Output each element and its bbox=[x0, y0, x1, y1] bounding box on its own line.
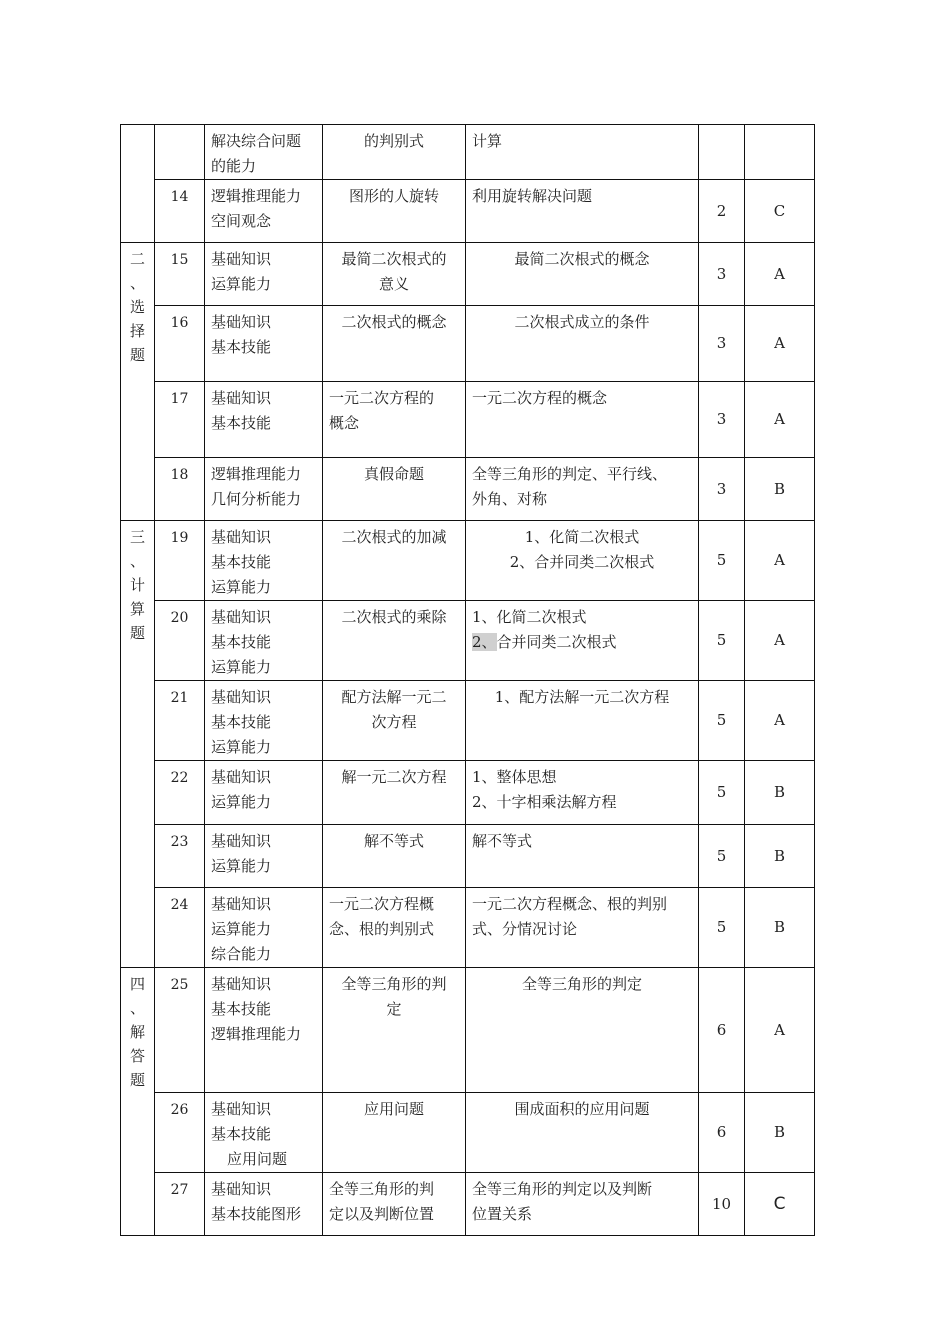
table-row bbox=[121, 125, 815, 180]
knowledge-point-cell: 一元二次方程的 概念 bbox=[323, 382, 466, 458]
level-cell: A bbox=[745, 968, 815, 1093]
score-cell: 6 bbox=[699, 968, 745, 1093]
knowledge-point-cell: 二次根式的乘除 bbox=[323, 601, 466, 681]
score-cell: 6 bbox=[699, 1093, 745, 1173]
knowledge-point-cell: 全等三角形的判 定 bbox=[323, 968, 466, 1093]
question-number: 19 bbox=[155, 521, 205, 601]
ability-cell: 基础知识 基本技能 逻辑推理能力 bbox=[205, 968, 323, 1093]
level-cell: C bbox=[745, 180, 815, 243]
content-cell: 利用旋转解决问题 bbox=[466, 180, 699, 243]
level-cell: B bbox=[745, 761, 815, 825]
question-number: 15 bbox=[155, 243, 205, 306]
knowledge-point-cell: 解一元二次方程 bbox=[323, 761, 466, 825]
ability-cell: 逻辑推理能力 空间观念 bbox=[205, 180, 323, 243]
score-cell: 10 bbox=[699, 1173, 745, 1236]
level-cell: B bbox=[745, 1093, 815, 1173]
level-cell: A bbox=[745, 243, 815, 306]
section-label-calculation: 三 、 计 算 题 bbox=[121, 521, 155, 968]
score-cell: 5 bbox=[699, 825, 745, 888]
level-cell: A bbox=[745, 306, 815, 382]
knowledge-point-cell: 真假命题 bbox=[323, 458, 466, 521]
content-cell: 最简二次根式的概念 bbox=[466, 243, 699, 306]
knowledge-point-cell: 解不等式 bbox=[323, 825, 466, 888]
content-cell: 1、化简二次根式 2、合并同类二次根式 bbox=[466, 521, 699, 601]
level-cell: B bbox=[745, 888, 815, 968]
knowledge-point-cell: 配方法解一元二 次方程 bbox=[323, 681, 466, 761]
question-number: 18 bbox=[155, 458, 205, 521]
ability-cell: 解决综合问题 的能力 bbox=[205, 125, 323, 180]
knowledge-point-cell: 二次根式的加减 bbox=[323, 521, 466, 601]
ability-cell: 基础知识 运算能力 综合能力 bbox=[205, 888, 323, 968]
table-row bbox=[121, 601, 815, 681]
knowledge-point-cell: 的判别式 bbox=[323, 125, 466, 180]
table-row bbox=[121, 681, 815, 761]
table-row bbox=[121, 1173, 815, 1236]
question-number: 26 bbox=[155, 1093, 205, 1173]
table-row bbox=[121, 968, 815, 1093]
score-cell bbox=[699, 125, 745, 180]
question-number: 27 bbox=[155, 1173, 205, 1236]
section-label-answer: 四 、 解 答 题 bbox=[121, 968, 155, 1236]
ability-cell: 基础知识 基本技能 运算能力 bbox=[205, 601, 323, 681]
table-row bbox=[121, 458, 815, 521]
table-row bbox=[121, 382, 815, 458]
ability-cell: 基础知识 基本技能 运算能力 bbox=[205, 521, 323, 601]
table-row bbox=[121, 521, 815, 601]
table-row bbox=[121, 180, 815, 243]
section-cell-continued bbox=[121, 125, 155, 243]
knowledge-point-cell: 应用问题 bbox=[323, 1093, 466, 1173]
ability-cell: 基础知识 基本技能图形 bbox=[205, 1173, 323, 1236]
content-cell: 全等三角形的判定、平行线、 外角、对称 bbox=[466, 458, 699, 521]
question-number: 23 bbox=[155, 825, 205, 888]
score-cell: 3 bbox=[699, 458, 745, 521]
question-number bbox=[155, 125, 205, 180]
question-number: 22 bbox=[155, 761, 205, 825]
score-cell: 5 bbox=[699, 521, 745, 601]
ability-cell: 基础知识 基本技能 运算能力 bbox=[205, 681, 323, 761]
highlighted-text: 2、 bbox=[472, 633, 497, 651]
table-row bbox=[121, 888, 815, 968]
level-cell: A bbox=[745, 382, 815, 458]
content-cell: 一元二次方程概念、根的判别 式、分情况讨论 bbox=[466, 888, 699, 968]
ability-cell: 基础知识 运算能力 bbox=[205, 825, 323, 888]
ability-cell: 基础知识 运算能力 bbox=[205, 243, 323, 306]
knowledge-point-cell: 图形的人旋转 bbox=[323, 180, 466, 243]
knowledge-point-cell: 二次根式的概念 bbox=[323, 306, 466, 382]
ability-cell: 基础知识 基本技能 应用问题 bbox=[205, 1093, 323, 1173]
content-cell: 1、整体思想 2、十字相乘法解方程 bbox=[466, 761, 699, 825]
exam-analysis-table bbox=[120, 124, 815, 1236]
content-cell: 围成面积的应用问题 bbox=[466, 1093, 699, 1173]
score-cell: 5 bbox=[699, 601, 745, 681]
content-cell: 全等三角形的判定以及判断 位置关系 bbox=[466, 1173, 699, 1236]
score-cell: 5 bbox=[699, 888, 745, 968]
score-cell: 3 bbox=[699, 243, 745, 306]
ability-cell: 基础知识 基本技能 bbox=[205, 382, 323, 458]
content-cell: 二次根式成立的条件 bbox=[466, 306, 699, 382]
score-cell: 5 bbox=[699, 761, 745, 825]
question-number: 16 bbox=[155, 306, 205, 382]
content-cell: 1、化简二次根式 2、合并同类二次根式 bbox=[466, 601, 699, 681]
level-cell: A bbox=[745, 601, 815, 681]
level-cell: A bbox=[745, 521, 815, 601]
level-cell: B bbox=[745, 458, 815, 521]
knowledge-point-cell: 最简二次根式的 意义 bbox=[323, 243, 466, 306]
score-cell: 5 bbox=[699, 681, 745, 761]
table-row bbox=[121, 306, 815, 382]
ability-cell: 基础知识 基本技能 bbox=[205, 306, 323, 382]
content-cell: 全等三角形的判定 bbox=[466, 968, 699, 1093]
question-number: 21 bbox=[155, 681, 205, 761]
content-cell: 解不等式 bbox=[466, 825, 699, 888]
table-row bbox=[121, 761, 815, 825]
ability-cell: 逻辑推理能力 几何分析能力 bbox=[205, 458, 323, 521]
question-number: 24 bbox=[155, 888, 205, 968]
score-cell: 2 bbox=[699, 180, 745, 243]
content-cell: 计算 bbox=[466, 125, 699, 180]
level-cell: C bbox=[745, 1173, 815, 1236]
question-number: 14 bbox=[155, 180, 205, 243]
level-cell bbox=[745, 125, 815, 180]
knowledge-point-cell: 全等三角形的判 定以及判断位置 bbox=[323, 1173, 466, 1236]
ability-cell: 基础知识 运算能力 bbox=[205, 761, 323, 825]
table-row bbox=[121, 1093, 815, 1173]
score-cell: 3 bbox=[699, 306, 745, 382]
table-row bbox=[121, 243, 815, 306]
level-cell: A bbox=[745, 681, 815, 761]
question-number: 17 bbox=[155, 382, 205, 458]
table-row bbox=[121, 825, 815, 888]
content-cell: 一元二次方程的概念 bbox=[466, 382, 699, 458]
question-number: 25 bbox=[155, 968, 205, 1093]
question-number: 20 bbox=[155, 601, 205, 681]
score-cell: 3 bbox=[699, 382, 745, 458]
section-label-choice: 二 、 选 择 题 bbox=[121, 243, 155, 521]
level-cell: B bbox=[745, 825, 815, 888]
knowledge-point-cell: 一元二次方程概 念、根的判别式 bbox=[323, 888, 466, 968]
content-cell: 1、配方法解一元二次方程 bbox=[466, 681, 699, 761]
